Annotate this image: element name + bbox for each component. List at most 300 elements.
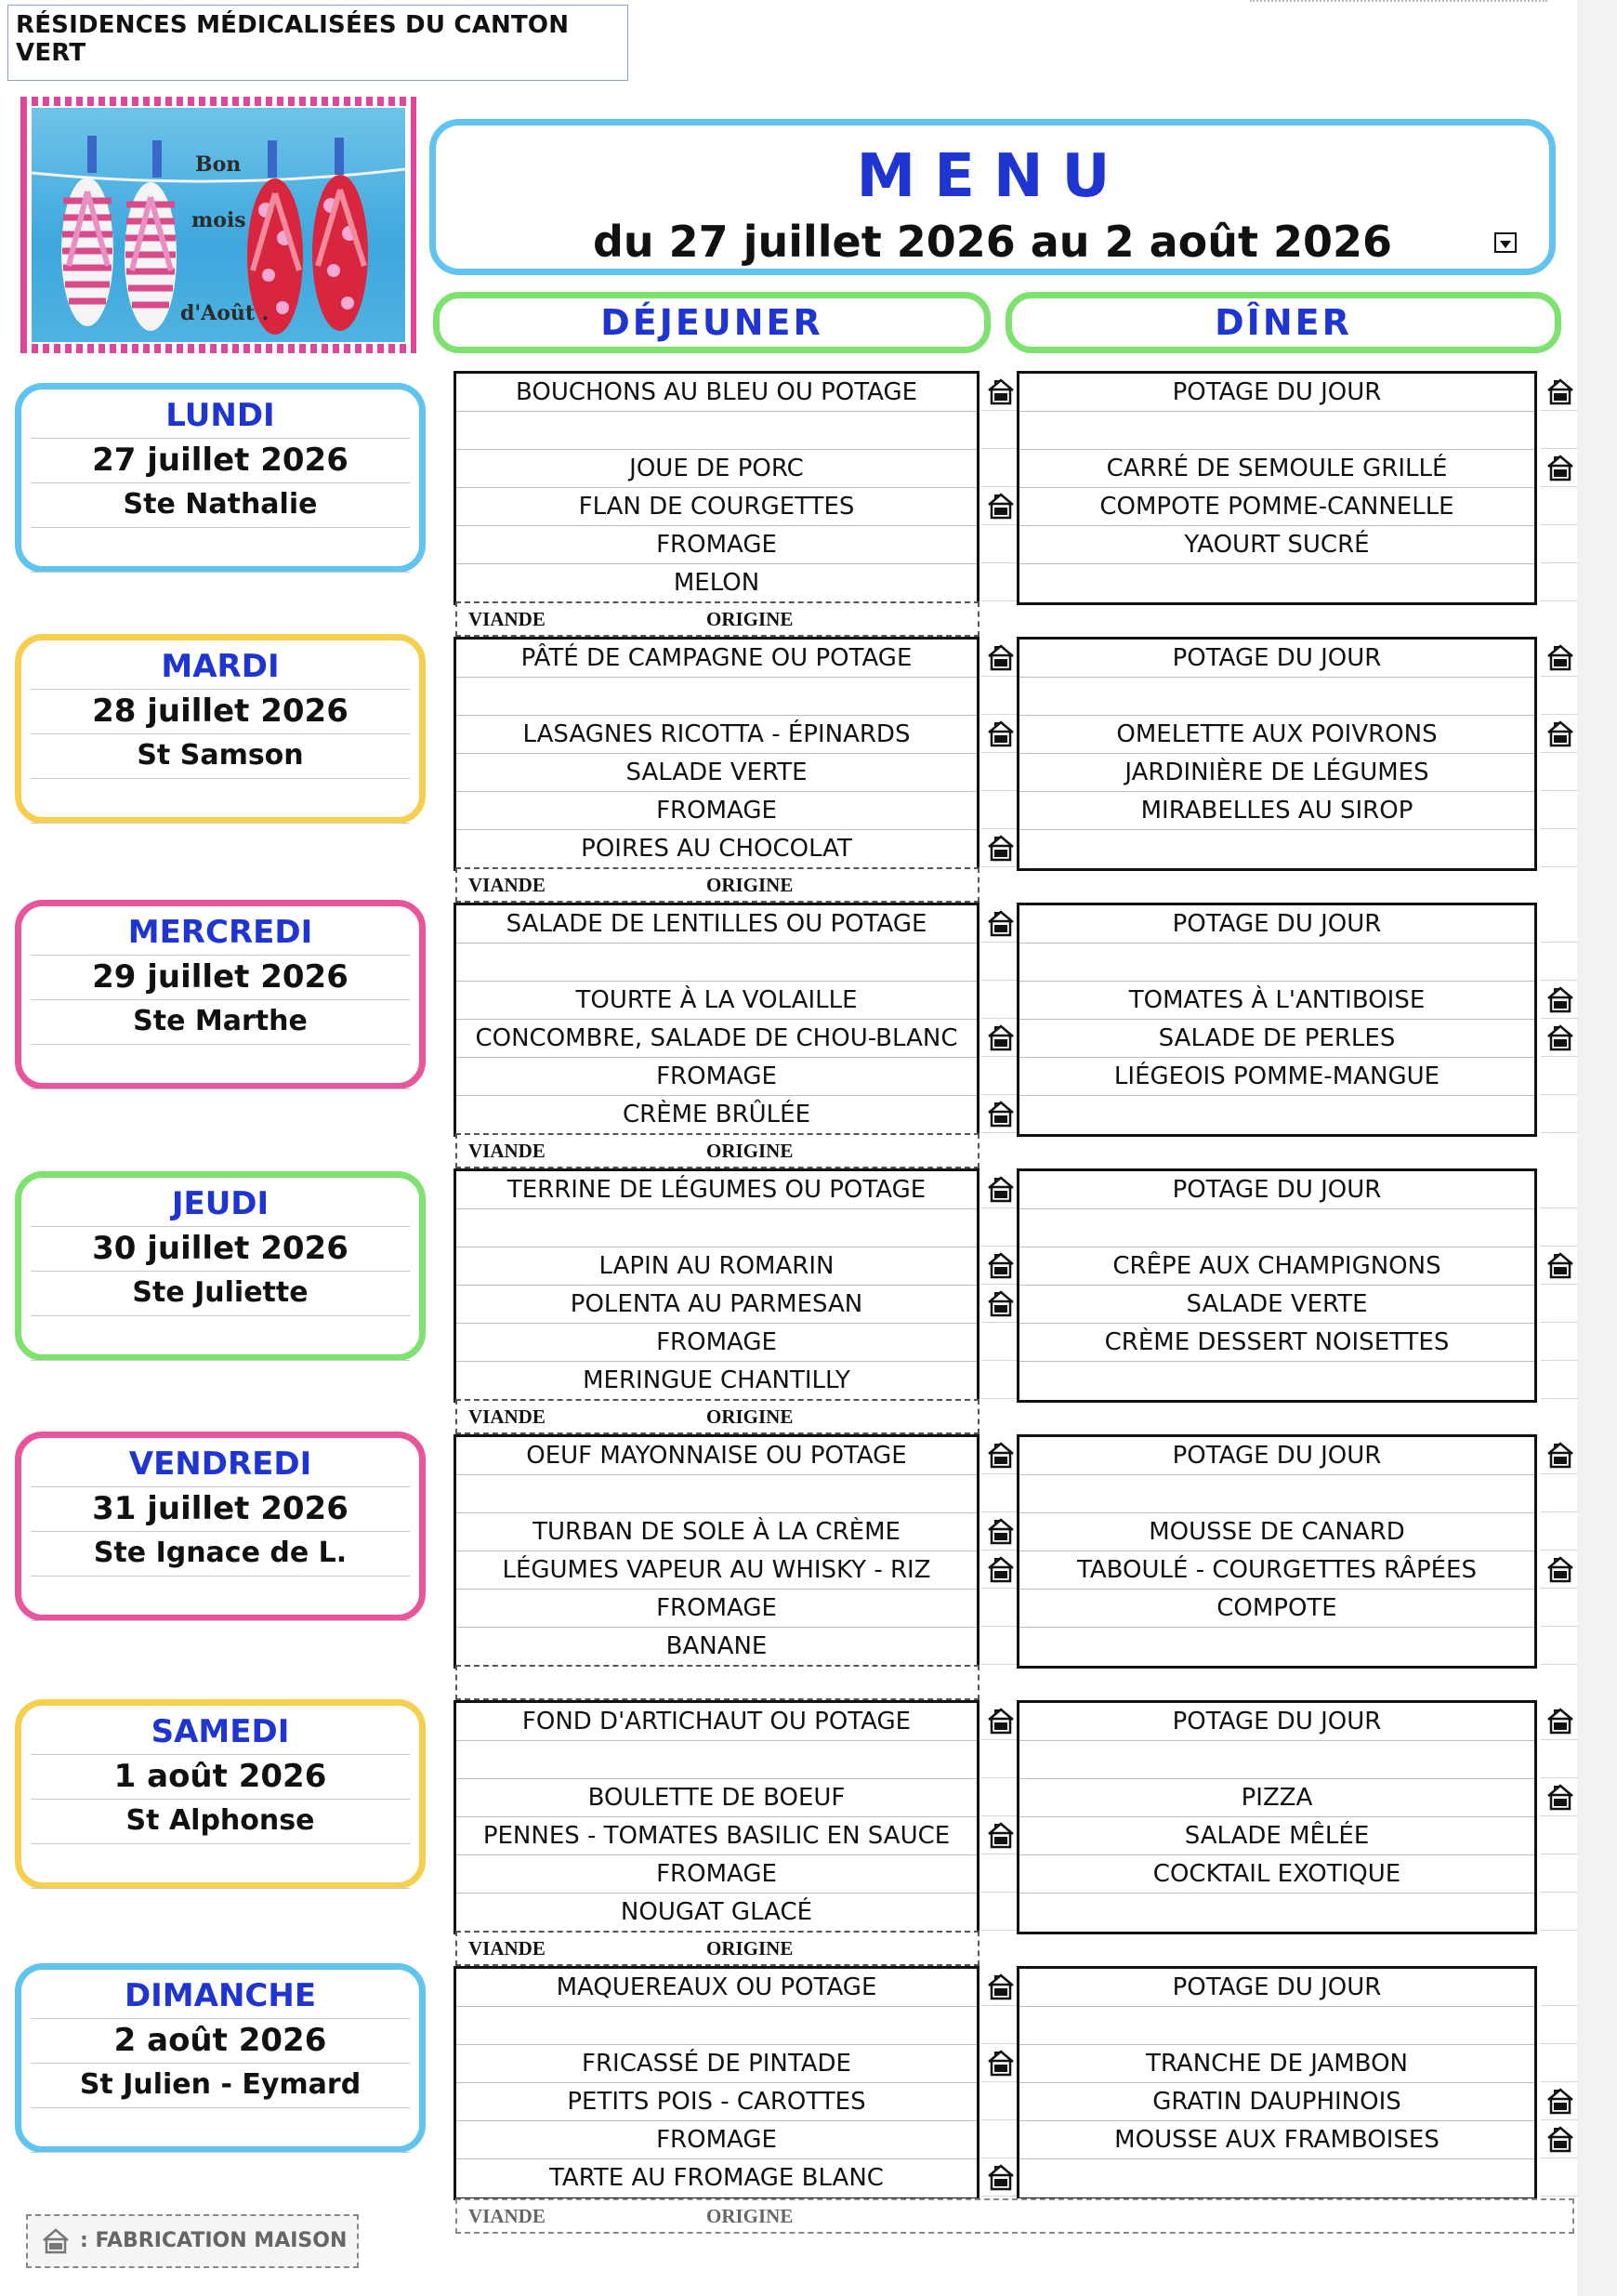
day-saint: Ste Marthe — [31, 999, 410, 1045]
lunch-item: CRÈME BRÛLÉE — [622, 1101, 811, 1128]
homemade-icon — [987, 378, 1015, 406]
day-date: 29 juillet 2026 — [31, 955, 410, 1000]
lunch-table — [454, 637, 979, 871]
dinner-icon-column — [1541, 1436, 1578, 1665]
lunch-item — [456, 1209, 977, 1247]
lunch-icon-column — [981, 1702, 1019, 1931]
menu-title-box — [429, 119, 1556, 275]
dinner-item: TRANCHE DE JAMBON — [1019, 2045, 1534, 2083]
lunch-item: SALADE DE LENTILLES OU POTAGE — [456, 905, 977, 943]
day-name: VENDREDI — [31, 1442, 410, 1487]
flip-flops-picture — [30, 106, 407, 344]
dinner-header: DÎNER — [1006, 292, 1561, 353]
lunch-item: LÉGUMES VAPEUR AU WHISKY - RIZ — [456, 1551, 977, 1590]
meat-label: VIANDE — [468, 874, 546, 896]
lunch-table — [454, 1700, 979, 1934]
dinner-item: POTAGE DU JOUR — [1019, 640, 1534, 678]
dinner-item: COMPOTE POMME-CANNELLE — [1019, 488, 1534, 526]
homemade-icon — [1546, 2126, 1574, 2154]
dinner-item — [1019, 1628, 1534, 1666]
icon-cell — [1541, 2006, 1578, 2044]
dinner-item: CRÈME DESSERT NOISETTES — [1019, 1324, 1534, 1362]
lunch-item — [456, 412, 977, 450]
icon-cell — [981, 1968, 1019, 2006]
dinner-item: YAOURT SUCRÉ — [1019, 526, 1534, 564]
lunch-icon-column — [981, 1968, 1019, 2197]
dinner-table — [1017, 371, 1537, 605]
icon-cell — [1541, 1095, 1578, 1133]
homemade-icon — [987, 1252, 1015, 1280]
dinner-icon-column — [1541, 639, 1578, 867]
dinner-item — [1019, 564, 1534, 602]
icon-cell — [1541, 829, 1578, 867]
icon-cell — [1541, 2082, 1578, 2120]
dinner-item: POTAGE DU JOUR — [1019, 374, 1534, 412]
meat-origin-box[interactable] — [455, 1931, 979, 1966]
homemade-icon — [1546, 1784, 1574, 1812]
lunch-item: PÂTÉ DE CAMPAGNE OU POTAGE — [456, 640, 977, 678]
august-illustration — [20, 97, 416, 353]
icon-cell — [981, 1247, 1019, 1285]
homemade-icon — [1546, 1024, 1574, 1052]
dinner-table — [1017, 637, 1537, 871]
dinner-table — [1017, 1966, 1537, 2200]
icon-cell — [981, 1589, 1019, 1627]
lunch-item: TERRINE DE LÉGUMES OU POTAGE — [456, 1171, 977, 1209]
icon-cell — [981, 487, 1019, 525]
illustration-text-2: mois — [191, 208, 246, 232]
lunch-item: TURBAN DE SOLE À LA CRÈME — [456, 1513, 977, 1551]
header-box[interactable] — [7, 5, 628, 81]
lunch-item: CONCOMBRE, SALADE DE CHOU-BLANC — [456, 1020, 977, 1058]
dinner-item: LIÉGEOIS POMME-MANGUE — [1019, 1058, 1534, 1096]
homemade-icon — [987, 720, 1015, 748]
lunch-icon-column — [981, 904, 1019, 1133]
icon-cell — [981, 1095, 1019, 1133]
homemade-icon — [1546, 1442, 1574, 1470]
lunch-item: LAPIN AU ROMARIN — [456, 1247, 977, 1286]
lunch-icon-column — [981, 373, 1019, 601]
day-date: 28 juillet 2026 — [31, 689, 410, 734]
lunch-table — [454, 903, 979, 1137]
icon-cell — [981, 1854, 1019, 1893]
day-date: 1 août 2026 — [31, 1754, 410, 1800]
icon-cell — [981, 981, 1019, 1019]
icon-cell — [1541, 753, 1578, 791]
dinner-icon-column — [1541, 1170, 1578, 1399]
day-spacer-row — [31, 1576, 410, 1621]
lunch-item: SALADE VERTE — [456, 754, 977, 792]
homemade-icon — [987, 1101, 1015, 1128]
dinner-icon-column — [1541, 904, 1578, 1133]
dinner-item: TOMATES À L'ANTIBOISE — [1019, 982, 1534, 1020]
illustration-text-1: Bon — [195, 152, 242, 177]
illustration-text-3: d'Août . — [180, 301, 270, 325]
icon-cell — [981, 1285, 1019, 1323]
lunch-item: FROMAGE — [456, 1855, 977, 1894]
homemade-icon — [987, 2050, 1015, 2078]
day-spacer-row — [31, 778, 410, 824]
homemade-icon — [987, 1708, 1015, 1735]
homemade-icon — [987, 835, 1015, 863]
icon-cell — [981, 373, 1019, 411]
icon-cell — [981, 2006, 1019, 2044]
icon-cell — [981, 1323, 1019, 1361]
icon-cell — [1541, 1512, 1578, 1550]
dinner-item: POTAGE DU JOUR — [1019, 1437, 1534, 1475]
icon-cell — [981, 1512, 1019, 1550]
dinner-item: SALADE VERTE — [1019, 1286, 1534, 1324]
icon-cell — [981, 791, 1019, 829]
homemade-icon — [987, 2164, 1015, 2192]
homemade-icon — [987, 910, 1015, 938]
day-box-samedi — [15, 1699, 426, 1889]
dinner-item: COCKTAIL EXOTIQUE — [1019, 1855, 1534, 1894]
icon-cell — [1541, 2044, 1578, 2082]
lunch-item: POLENTA AU PARMESAN — [456, 1286, 977, 1324]
dinner-item — [1019, 1475, 1534, 1513]
meat-label: VIANDE — [468, 1140, 546, 1162]
icon-cell — [981, 1436, 1019, 1474]
day-box-mercredi — [15, 900, 426, 1089]
origin-label: ORIGINE — [706, 608, 794, 630]
lunch-item: BOUCHONS AU BLEU OU POTAGE — [456, 374, 977, 412]
icon-cell — [981, 525, 1019, 563]
homemade-icon — [987, 1176, 1015, 1204]
icon-cell — [1541, 1208, 1578, 1247]
header-title: RÉSIDENCES MÉDICALISÉES DU CANTON VERT — [16, 11, 570, 67]
day-saint: Ste Ignace de L. — [31, 1531, 410, 1577]
meat-origin-box[interactable] — [455, 1133, 979, 1168]
origin-label: ORIGINE — [706, 2205, 794, 2227]
homemade-icon — [1546, 2088, 1574, 2116]
icon-cell — [1541, 1247, 1578, 1285]
lunch-item: OEUF MAYONNAISE OU POTAGE — [456, 1437, 977, 1475]
icon-cell — [1541, 525, 1578, 563]
origin-label: ORIGINE — [706, 1937, 794, 1960]
icon-cell — [981, 563, 1019, 601]
lunch-icon-column — [981, 1170, 1019, 1399]
dinner-item — [1019, 1362, 1534, 1400]
icon-cell — [981, 1057, 1019, 1095]
icon-cell — [981, 449, 1019, 487]
icon-cell — [1541, 1893, 1578, 1931]
lunch-item: PENNES - TOMATES BASILIC EN SAUCE — [456, 1817, 977, 1855]
meat-origin-box[interactable] — [455, 867, 979, 903]
homemade-icon — [987, 1024, 1015, 1052]
homemade-icon — [987, 1973, 1015, 2001]
icon-cell — [1541, 1057, 1578, 1095]
icon-cell — [1541, 2120, 1578, 2158]
lunch-icon-column — [981, 1436, 1019, 1665]
homemade-icon — [1546, 455, 1574, 482]
dinner-item — [1019, 2007, 1534, 2045]
lunch-item: POIRES AU CHOCOLAT — [581, 835, 852, 863]
icon-cell — [1541, 1589, 1578, 1627]
dinner-table — [1017, 903, 1537, 1137]
lunch-header: DÉJEUNER — [433, 292, 991, 353]
dinner-item: SALADE MÊLÉE — [1019, 1817, 1534, 1855]
dinner-item — [1019, 412, 1534, 450]
icon-cell — [981, 715, 1019, 753]
meat-label: VIANDE — [468, 2205, 546, 2227]
icon-cell — [1541, 563, 1578, 601]
lunch-item: BANANE — [665, 1632, 768, 1660]
day-saint: Ste Juliette — [31, 1271, 410, 1316]
homemade-icon — [1546, 720, 1574, 748]
icon-cell — [981, 1702, 1019, 1740]
day-date: 2 août 2026 — [31, 2018, 410, 2064]
lunch-item: FROMAGE — [456, 1324, 977, 1362]
icon-cell — [981, 411, 1019, 449]
dinner-item: MOUSSE AUX FRAMBOISES — [1019, 2121, 1534, 2159]
dinner-icon-column — [1541, 1968, 1578, 2197]
day-saint: St Alphonse — [31, 1799, 410, 1844]
lunch-item — [456, 2007, 977, 2045]
lunch-item: BOULETTE DE BOEUF — [456, 1779, 977, 1817]
day-name: MERCREDI — [31, 910, 410, 956]
save-icon[interactable] — [1494, 232, 1517, 253]
lunch-item: PETITS POIS - CAROTTES — [456, 2083, 977, 2121]
icon-cell — [981, 2082, 1019, 2120]
lunch-item — [456, 1741, 977, 1779]
homemade-icon — [987, 1518, 1015, 1546]
icon-cell — [1541, 1285, 1578, 1323]
icon-cell — [981, 677, 1019, 715]
dinner-icon-column — [1541, 373, 1578, 601]
lunch-table — [454, 1168, 979, 1403]
lunch-item: MELON — [673, 569, 760, 597]
lunch-item: MERINGUE CHANTILLY — [583, 1366, 850, 1394]
dinner-item: POTAGE DU JOUR — [1019, 1171, 1534, 1209]
icon-cell — [981, 2158, 1019, 2197]
icon-cell — [1541, 715, 1578, 753]
lunch-item: TARTE AU FROMAGE BLANC — [549, 2164, 884, 2192]
homemade-icon — [987, 1822, 1015, 1850]
day-spacer-row — [31, 2107, 410, 2153]
dinner-item: MIRABELLES AU SIROP — [1019, 792, 1534, 830]
dinner-item — [1019, 1096, 1534, 1134]
icon-cell — [981, 753, 1019, 791]
icon-cell — [981, 1627, 1019, 1665]
icon-cell — [981, 2120, 1019, 2158]
homemade-icon — [987, 1290, 1015, 1318]
lunch-item: JOUE DE PORC — [456, 450, 977, 488]
dinner-item — [1019, 830, 1534, 868]
icon-cell — [981, 1816, 1019, 1854]
legend-label: : FABRICATION MAISON — [80, 2229, 348, 2252]
day-date: 30 juillet 2026 — [31, 1226, 410, 1272]
day-saint: St Julien - Eymard — [31, 2063, 410, 2108]
lunch-item: FOND D'ARTICHAUT OU POTAGE — [456, 1703, 977, 1741]
lunch-item: FRICASSÉ DE PINTADE — [456, 2045, 977, 2083]
dinner-item — [1019, 1894, 1534, 1932]
day-box-vendredi — [15, 1432, 426, 1621]
day-date: 31 juillet 2026 — [31, 1486, 410, 1532]
lunch-table — [454, 1966, 979, 2200]
lunch-table — [454, 1434, 979, 1669]
icon-cell — [1541, 449, 1578, 487]
icon-cell — [981, 1361, 1019, 1399]
right-margin — [1577, 0, 1617, 2296]
icon-cell — [981, 639, 1019, 677]
meat-origin-box[interactable] — [455, 1399, 979, 1434]
icon-cell — [1541, 943, 1578, 981]
day-saint: Ste Nathalie — [31, 482, 410, 528]
dinner-item: CARRÉ DE SEMOULE GRILLÉ — [1019, 450, 1534, 488]
day-spacer-row — [31, 1044, 410, 1089]
homemade-icon — [987, 1556, 1015, 1584]
day-name: JEUDI — [31, 1181, 410, 1227]
menu-date-range: du 27 juillet 2026 au 2 août 2026 — [592, 217, 1393, 267]
day-name: MARDI — [31, 644, 410, 690]
meat-origin-box[interactable] — [455, 2198, 1574, 2234]
dinner-item: POTAGE DU JOUR — [1019, 905, 1534, 943]
lunch-item — [456, 1475, 977, 1513]
homemade-icon — [1546, 986, 1574, 1014]
dinner-table — [1017, 1168, 1537, 1403]
icon-cell — [981, 1170, 1019, 1208]
dinner-item: JARDINIÈRE DE LÉGUMES — [1019, 754, 1534, 792]
icon-cell — [1541, 1170, 1578, 1208]
day-box-mardi — [15, 634, 426, 824]
dinner-item: POTAGE DU JOUR — [1019, 1969, 1534, 2007]
icon-cell — [981, 904, 1019, 943]
lunch-item: FROMAGE — [456, 2121, 977, 2159]
lunch-item — [456, 943, 977, 982]
lunch-icon-column — [981, 639, 1019, 867]
icon-cell — [981, 1019, 1019, 1057]
icon-cell — [1541, 487, 1578, 525]
homemade-icon — [987, 1442, 1015, 1470]
origin-label: ORIGINE — [706, 1140, 794, 1162]
icon-cell — [1541, 981, 1578, 1019]
dinner-table — [1017, 1700, 1537, 1934]
icon-cell — [1541, 1361, 1578, 1399]
dinner-item — [1019, 1209, 1534, 1247]
icon-cell — [1541, 1854, 1578, 1893]
day-box-dimanche — [15, 1963, 426, 2153]
icon-cell — [1541, 1436, 1578, 1474]
day-name: DIMANCHE — [31, 1973, 410, 2019]
homemade-icon — [41, 2227, 71, 2255]
icon-cell — [1541, 2158, 1578, 2197]
homemade-icon — [1546, 1708, 1574, 1735]
icon-cell — [981, 829, 1019, 867]
dinner-item — [1019, 943, 1534, 982]
homemade-icon — [987, 493, 1015, 521]
dinner-item — [1019, 2159, 1534, 2197]
day-saint: St Samson — [31, 733, 410, 779]
dinner-item: POTAGE DU JOUR — [1019, 1703, 1534, 1741]
icon-cell — [1541, 1627, 1578, 1665]
icon-cell — [1541, 1778, 1578, 1816]
icon-cell — [981, 1740, 1019, 1778]
icon-cell — [1541, 1816, 1578, 1854]
homemade-icon — [1546, 644, 1574, 672]
homemade-icon — [987, 644, 1015, 672]
homemade-icon — [1546, 1252, 1574, 1280]
dinner-item: OMELETTE AUX POIVRONS — [1019, 716, 1534, 754]
icon-cell — [1541, 1019, 1578, 1057]
meat-origin-box[interactable] — [455, 601, 979, 637]
meat-origin-box[interactable] — [455, 1665, 979, 1700]
dinner-item: TABOULÉ - COURGETTES RÂPÉES — [1019, 1551, 1534, 1590]
dinner-item: MOUSSE DE CANARD — [1019, 1513, 1534, 1551]
homemade-icon — [1546, 1556, 1574, 1584]
lunch-item: LASAGNES RICOTTA - ÉPINARDS — [456, 716, 977, 754]
icon-cell — [981, 1208, 1019, 1247]
dinner-item — [1019, 678, 1534, 716]
dinner-item: PIZZA — [1019, 1779, 1534, 1817]
lunch-item: FLAN DE COURGETTES — [456, 488, 977, 526]
day-spacer-row — [31, 1315, 410, 1361]
icon-cell — [981, 1778, 1019, 1816]
icon-cell — [981, 2044, 1019, 2082]
day-date: 27 juillet 2026 — [31, 438, 410, 483]
dinner-icon-column — [1541, 1702, 1578, 1931]
icon-cell — [981, 1474, 1019, 1512]
day-box-lundi — [15, 383, 426, 573]
icon-cell — [1541, 904, 1578, 943]
icon-cell — [1541, 1474, 1578, 1512]
dinner-item: SALADE DE PERLES — [1019, 1020, 1534, 1058]
lunch-item: TOURTE À LA VOLAILLE — [456, 982, 977, 1020]
menu-title: MENU — [856, 142, 1129, 211]
lunch-item: NOUGAT GLACÉ — [620, 1898, 813, 1926]
dinner-item: COMPOTE — [1019, 1590, 1534, 1628]
day-box-jeudi — [15, 1171, 426, 1361]
lunch-item: FROMAGE — [456, 1058, 977, 1096]
icon-cell — [981, 943, 1019, 981]
meat-label: VIANDE — [468, 1937, 546, 1960]
icon-cell — [1541, 1550, 1578, 1589]
origin-label: ORIGINE — [706, 874, 794, 896]
legend — [26, 2214, 359, 2268]
lunch-item: FROMAGE — [456, 526, 977, 564]
day-spacer-row — [31, 527, 410, 573]
dinner-item: GRATIN DAUPHINOIS — [1019, 2083, 1534, 2121]
lunch-item: FROMAGE — [456, 792, 977, 830]
icon-cell — [1541, 1702, 1578, 1740]
icon-cell — [1541, 373, 1578, 411]
lunch-item: MAQUEREAUX OU POTAGE — [456, 1969, 977, 2007]
icon-cell — [1541, 677, 1578, 715]
icon-cell — [1541, 791, 1578, 829]
icon-cell — [1541, 1740, 1578, 1778]
lunch-table — [454, 371, 979, 605]
meat-label: VIANDE — [468, 1405, 546, 1428]
dinner-item — [1019, 1741, 1534, 1779]
homemade-icon — [1546, 378, 1574, 406]
meat-label: VIANDE — [468, 608, 546, 630]
dinner-table — [1017, 1434, 1537, 1669]
day-name: LUNDI — [31, 393, 410, 439]
page-break-line — [1250, 0, 1547, 2]
dinner-item: CRÊPE AUX CHAMPIGNONS — [1019, 1247, 1534, 1286]
icon-cell — [1541, 1323, 1578, 1361]
icon-cell — [981, 1893, 1019, 1931]
lunch-item: FROMAGE — [456, 1590, 977, 1628]
icon-cell — [1541, 411, 1578, 449]
icon-cell — [1541, 639, 1578, 677]
icon-cell — [981, 1550, 1019, 1589]
lunch-item — [456, 678, 977, 716]
day-spacer-row — [31, 1843, 410, 1889]
icon-cell — [1541, 1968, 1578, 2006]
day-name: SAMEDI — [31, 1709, 410, 1755]
origin-label: ORIGINE — [706, 1405, 794, 1428]
